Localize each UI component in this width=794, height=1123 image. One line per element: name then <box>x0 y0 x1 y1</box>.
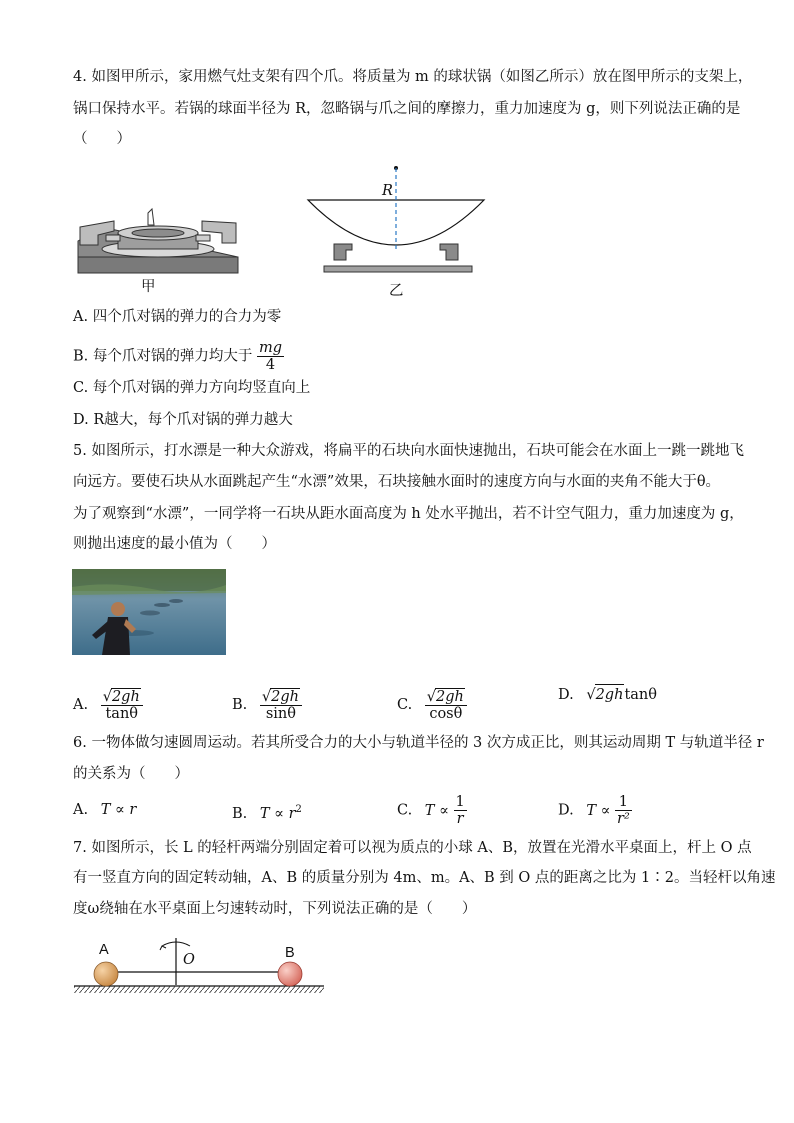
q7-stem-line-3: 度ω绕轴在水平桌面上匀速转动时，下列说法正确的是（ ） <box>73 901 477 917</box>
q6-option-c-fraction <box>454 794 467 827</box>
q7-stem-line-1: 7. 如图所示，长 L 的轻杆两端分别固定着可以视为质点的小球 A、B，放置在光滑水平桌面上，杆上 O 点 <box>73 840 752 856</box>
q7-stem-line-2: 有一竖直方向的固定转动轴，A、B 的质量分别为 4m、m。A、B 到 O 点的距离之比为 1∶2。当轻杆以角速 <box>73 870 776 886</box>
q6-option-d[interactable] <box>558 794 632 827</box>
q5-option-c-denominator: cosθ <box>429 706 463 722</box>
q4-stem-line-1: 4. 如图甲所示，家用燃气灶支架有四个爪。将质量为 m 的球状锅（如图乙所示）放在图甲所示的支架上， <box>73 69 753 85</box>
q4-stem-line-3: （ ） <box>73 131 131 147</box>
q5-option-b[interactable] <box>232 688 302 722</box>
q5-option-a[interactable] <box>73 688 143 722</box>
q6-option-d-fraction <box>615 794 632 827</box>
q6-option-b-expr: T ∝ r <box>259 805 296 822</box>
figure-yi-caption: 乙 <box>389 283 404 299</box>
q6-option-d-label: D. <box>558 802 574 819</box>
q5-option-a-fraction: $\frac{√2gh}{\tan\theta}$ <box>101 688 143 722</box>
figure-yi-radius-label: R <box>382 183 393 199</box>
q4-option-b[interactable] <box>73 340 284 373</box>
figure-yi-pot <box>300 160 490 278</box>
q4-stem-line-2: 锅口保持水平。若锅的球面半径为 R，忽略锅与爪之间的摩擦力，重力加速度为 g，则下列说法正确的是 <box>73 101 741 117</box>
q5-photo-stone-skipping <box>72 569 226 655</box>
figure-jia-stove <box>76 205 241 277</box>
q6-option-a-label: A. <box>73 802 89 818</box>
q5-option-d[interactable]: D. √2ghtanθ <box>558 684 657 705</box>
q6-option-b-exponent: 2 <box>295 804 302 815</box>
q5-stem-line-3: 为了观察到“水漂”，一同学将一石块从距水面高度为 h 处水平抛出，若不计空气阻力，重力加速度为 g， <box>73 506 744 522</box>
q5-option-c-label: C. <box>397 697 413 713</box>
q5-option-c[interactable] <box>397 688 467 722</box>
q6-option-a-expr: T ∝ r <box>100 802 137 818</box>
q6-option-d-pre: T ∝ <box>586 802 611 819</box>
q5-stem-line-4: 则抛出速度的最小值为（ ） <box>73 536 276 552</box>
q6-option-c-numerator: 1 <box>455 794 465 810</box>
q6-option-c-pre: T ∝ <box>424 802 449 819</box>
q5-option-d-radicand: 2gh <box>595 684 625 705</box>
figure-jia-caption: 甲 <box>141 279 156 295</box>
q5-option-b-denominator: sinθ <box>265 706 296 722</box>
q5-option-d-label: D. <box>558 687 574 703</box>
q5-option-d-tail: tanθ <box>624 687 657 703</box>
q4-option-d[interactable]: D. R越大，每个爪对锅的弹力越大 <box>73 412 293 428</box>
q6-option-b-label: B. <box>232 805 248 822</box>
q6-option-b[interactable] <box>232 800 302 824</box>
q4-option-b-text: B. 每个爪对锅的弹力均大于 <box>73 348 253 365</box>
q6-option-d-numerator: 1 <box>615 794 632 811</box>
q6-option-d-denominator: r² <box>617 811 630 827</box>
q5-option-b-numerator: 2gh <box>271 689 299 705</box>
q5-option-a-numerator: 2gh <box>111 689 140 705</box>
q5-option-b-label: B. <box>232 697 248 713</box>
q6-option-c-label: C. <box>397 802 413 819</box>
q5-option-a-denominator: tanθ <box>105 706 139 722</box>
q6-option-c-denominator: r <box>456 811 464 827</box>
q5-option-b-fraction: $\frac{√2gh}{\sin\theta}$ <box>260 688 302 722</box>
q4-option-b-denominator: 4 <box>265 357 276 373</box>
q4-option-c[interactable]: C. 每个爪对锅的弹力方向均竖直向上 <box>73 380 311 396</box>
q6-option-a[interactable] <box>73 800 136 820</box>
q4-option-b-fraction <box>257 340 284 373</box>
q7-figure-label-b: B <box>285 945 295 961</box>
q5-stem-line-2: 向远方。要使石块从水面跳起产生“水漂”效果，石块接触水面时的速度方向与水面的夹角不能大于θ。 <box>73 474 721 490</box>
q6-stem-line-1: 6. 一物体做匀速圆周运动。若其所受合力的大小与轨道半径的 3 次方成正比，则其运动周期 T 与轨道半径 r <box>73 735 764 751</box>
q5-stem-line-1: 5. 如图所示，打水漂是一种大众游戏，将扁平的石块向水面快速抛出，石块可能会在水面上一跳一跳地飞 <box>73 443 744 459</box>
q5-option-a-label: A. <box>73 697 89 713</box>
q4-option-b-numerator: mg <box>258 340 283 356</box>
q7-figure-label-o: O <box>183 952 195 968</box>
q5-option-c-numerator: 2gh <box>436 689 464 705</box>
q4-option-a[interactable]: A. 四个爪对锅的弹力的合力为零 <box>73 309 282 325</box>
q5-option-c-fraction: $\frac{√2gh}{\cos\theta}$ <box>425 688 467 722</box>
q6-stem-line-2: 的关系为（ ） <box>73 766 189 782</box>
q7-figure-label-a: A <box>99 942 109 958</box>
q6-option-c[interactable] <box>397 794 467 827</box>
